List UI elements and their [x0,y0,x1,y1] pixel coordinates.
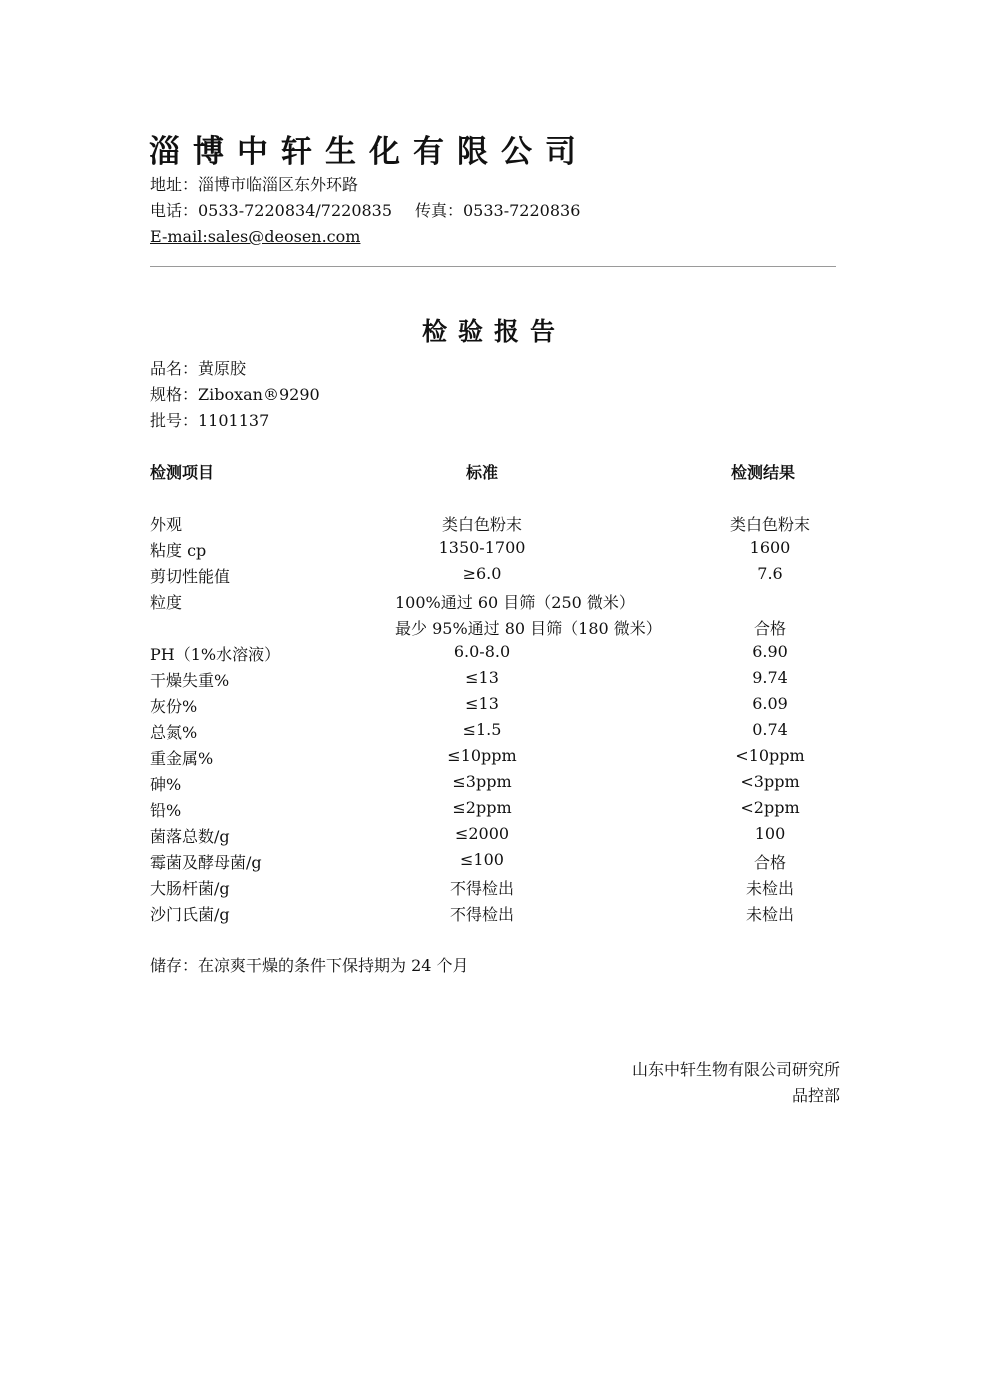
row-standard: 不得检出 [449,905,515,924]
row-result: 7.6 [757,564,783,583]
row-standard: ≤3ppm [452,772,512,791]
header-result: 检测结果 [730,463,796,482]
row-standard: ≤2000 [454,824,510,843]
product-spec: 规格：Ziboxan®9290 [150,385,320,404]
row-result: 0.74 [752,720,788,739]
row-item: 铅% [150,801,182,820]
row-item: PH（1%水溶液） [150,645,281,664]
storage-note: 储存：在凉爽干燥的条件下保持期为 24 个月 [150,956,469,975]
row-result: 1600 [749,538,791,557]
row-result: 未检出 [745,905,795,924]
row-standard: ≤13 [465,668,499,687]
row-item: 外观 [150,515,183,534]
row-item: 重金属% [150,749,214,768]
signature-dept: 品控部 [791,1086,840,1105]
row-item: 干燥失重% [150,671,230,690]
row-item: 沙门氏菌/g [150,905,230,924]
product-name: 品名：黄原胶 [150,359,247,378]
batch-number: 批号：1101137 [150,411,270,430]
row-standard: 1350-1700 [438,538,526,557]
row-item: 粘度 cp [150,541,207,560]
row-item: 粒度 [150,593,183,612]
row-standard: ≤100 [460,850,504,869]
row-result: <2ppm [740,798,800,817]
row-result: 6.09 [752,694,788,713]
row-result: 100 [754,824,786,843]
row-item: 总氮% [150,723,198,742]
row-result: 合格 [753,619,787,638]
row-item: 霉菌及酵母菌/g [150,853,262,872]
row-item: 大肠杆菌/g [150,879,230,898]
row-result: 9.74 [752,668,788,687]
row-standard: ≤13 [465,694,499,713]
company-name: 淄博中轩生化有限公司 [149,134,589,170]
company-phone: 电话：0533-7220834/7220835 [150,201,393,220]
row-result: 6.90 [752,642,788,661]
header-divider [150,266,836,267]
row-standard: ≥6.0 [462,564,502,583]
company-address: 地址：淄博市临淄区东外环路 [150,175,359,194]
row-item: 灰份% [150,697,198,716]
row-item: 砷% [150,775,182,794]
row-result: 未检出 [745,879,795,898]
row-standard: 不得检出 [449,879,515,898]
header-item: 检测项目 [150,463,215,482]
company-fax: 传真：0533-7220836 [415,201,581,220]
row-item: 菌落总数/g [150,827,230,846]
row-standard: ≤1.5 [462,720,502,739]
row-result: <3ppm [740,772,800,791]
row-standard: 6.0-8.0 [453,642,511,661]
row-standard: ≤10ppm [447,746,517,765]
report-title: 检验报告 [422,317,567,346]
header-standard: 标准 [465,463,499,482]
row-standard: ≤2ppm [452,798,512,817]
signature-org: 山东中轩生物有限公司研究所 [631,1060,840,1079]
row-result: 类白色粉末 [729,515,811,534]
row-result: 合格 [753,853,787,872]
row-standard: 最少 95%通过 80 目筛（180 微米） [395,619,662,638]
row-result: <10ppm [735,746,805,765]
row-standard: 100%通过 60 目筛（250 微米） [395,593,635,612]
row-standard: 类白色粉末 [441,515,523,534]
row-item: 剪切性能值 [150,567,231,586]
company-email-link[interactable]: E-mail:sales@deosen.com [150,227,361,246]
